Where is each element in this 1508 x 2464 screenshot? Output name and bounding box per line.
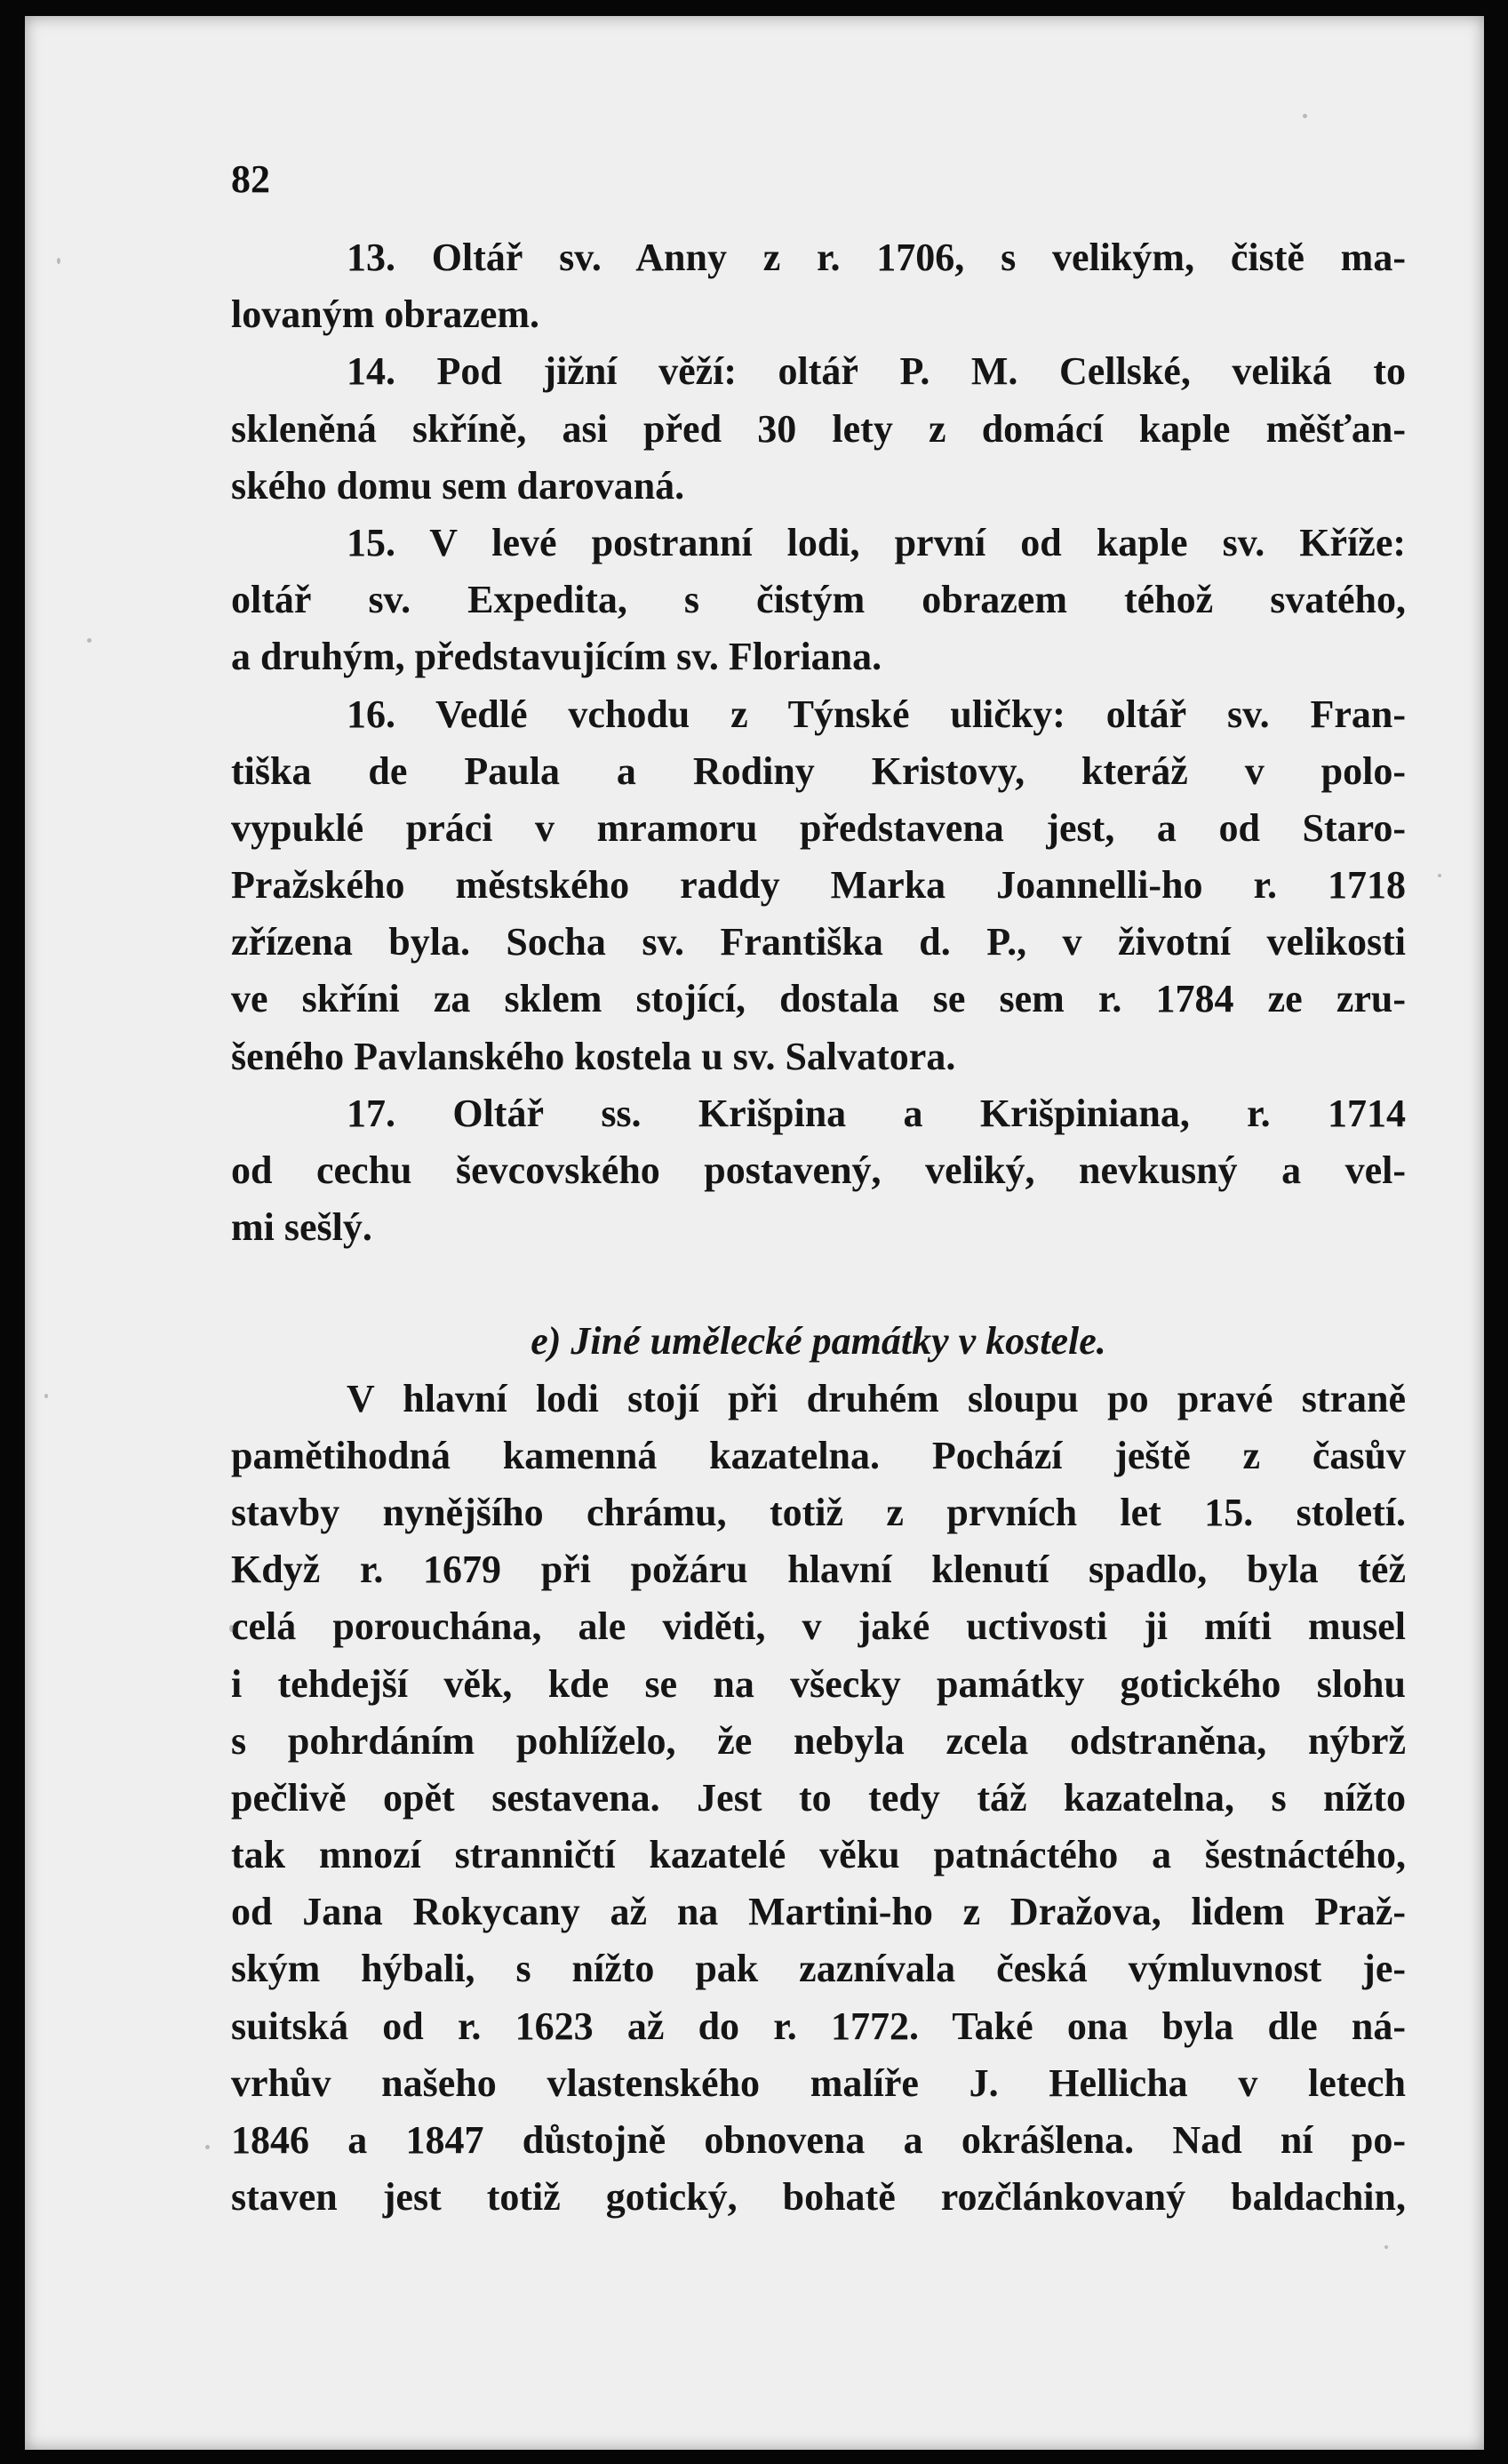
paragraph-line: staven jest totiž gotický, bohatě rozčlánkovaný baldachin, (231, 2175, 1406, 2220)
text-line: oltář sv. Expedita, s čistým obrazem téhož svatého, (231, 578, 1406, 622)
text-line: 17. Oltář ss. Krišpina a Krišpiniana, r. 1714 (347, 1091, 1406, 1135)
text-line: šeného Pavlanského kostela u sv. Salvatora. (231, 1034, 956, 1078)
page-text (231, 229, 1406, 2226)
paragraph-line: pamětihodná kamenná kazatelna. Pochází ještě z časův (231, 1433, 1406, 1477)
scan-speck (1303, 114, 1307, 118)
text-line: zřízena byla. Socha sv. Františka d. P., v životní velikosti (231, 920, 1406, 964)
scan-speck (205, 2145, 210, 2149)
scan-speck (1384, 2245, 1388, 2249)
text-line: ského domu sem darovaná. (231, 463, 685, 508)
text-line: od cechu ševcovského postavený, veliký, nevkusný a vel- (231, 1148, 1406, 1192)
scan-speck (87, 638, 92, 643)
paragraph-line: suitská od r. 1623 až do r. 1772. Také ona byla dle ná- (231, 2004, 1406, 2048)
paragraph-line: 1846 a 1847 důstojně obnovena a okrášlena. Nad ní po- (231, 2118, 1406, 2162)
scan-speck (44, 1394, 48, 1398)
paragraph-line: s pohrdáním pohlíželo, že nebyla zcela odstraněna, nýbrž (231, 1718, 1406, 1763)
text-line: lovaným obrazem. (231, 292, 540, 337)
paragraph-line: tak mnozí stranničtí kazatelé věku patnáctého a šestnáctého, (231, 1833, 1406, 1877)
paragraph-line: vrhův našeho vlastenského malíře J. Hellicha v letech (231, 2060, 1406, 2105)
text-line: 15. V levé postranní lodi, první od kaple sv. Kříže: (347, 520, 1406, 564)
scan-speck (1438, 874, 1441, 877)
text-line: mi sešlý. (231, 1205, 372, 1250)
text-line: skleněná skříně, asi před 30 lety z domácí kaple měšťan- (231, 406, 1406, 451)
text-line: 13. Oltář sv. Anny z r. 1706, s velikým, čistě ma- (347, 236, 1406, 279)
paragraph-line: V hlavní lodi stojí při druhém sloupu po pravé straně (347, 1376, 1406, 1420)
paragraph-line: Když r. 1679 při požáru hlavní klenutí spadlo, byla též (231, 1548, 1406, 1592)
section-heading: e) Jiné umělecké památky v kostele. (531, 1319, 1106, 1364)
text-line: ve skříni za sklem stojící, dostala se sem r. 1784 ze zru- (231, 977, 1406, 1021)
text-line: a druhým, představujícím sv. Floriana. (231, 635, 882, 679)
text-line: 14. Pod jižní věží: oltář P. M. Cellské, veliká to (347, 349, 1406, 394)
paragraph-line: od Jana Rokycany až na Martini-ho z Dražova, lidem Praž- (231, 1890, 1406, 1934)
paragraph-line: stavby nynějšího chrámu, totiž z prvních let 15. století. (231, 1490, 1406, 1534)
text-line: vypuklé práci v mramoru představena jest, a od Staro- (231, 805, 1406, 850)
scan-speck (229, 1625, 234, 1632)
page-number: 82 (231, 157, 270, 201)
paragraph-line: ským hýbali, s nížto pak zaznívala česká výmluvnost je- (231, 1947, 1406, 1991)
book-page (25, 16, 1484, 2450)
text-line: 16. Vedlé vchodu z Týnské uličky: oltář sv. Fran- (347, 692, 1406, 736)
paragraph-line: i tehdejší věk, kde se na všecky památky gotického slohu (231, 1661, 1406, 1706)
paragraph-line: celá porouchána, ale viděti, v jaké uctivosti ji míti musel (231, 1604, 1406, 1649)
text-line: tiška de Paula a Rodiny Kristovy, kteráž v polo- (231, 748, 1406, 793)
text-line: Pražského městského raddy Marka Joannelli-ho r. 1718 (231, 863, 1406, 908)
paragraph-line: pečlivě opět sestavena. Jest to tedy táž kazatelna, s nížto (231, 1775, 1406, 1820)
scan-speck (57, 258, 60, 264)
